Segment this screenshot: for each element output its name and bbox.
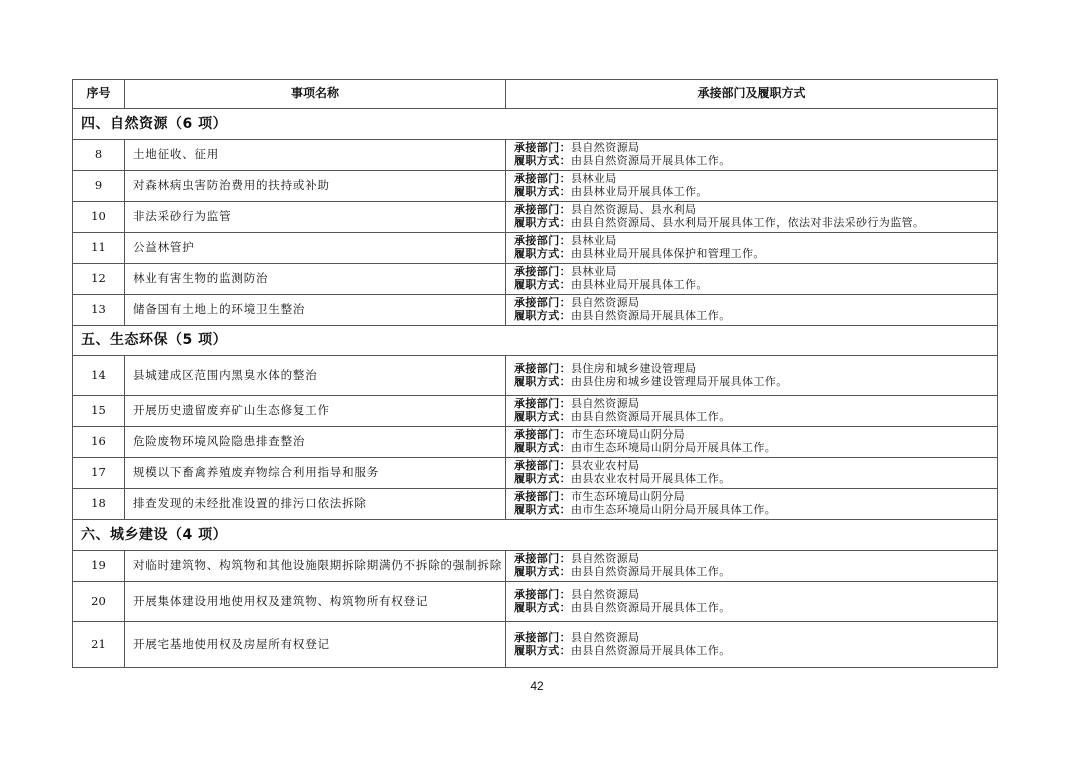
- method-value: 由县农业农村局开展具体工作。: [571, 472, 731, 485]
- item-name: 非法采砂行为监管: [125, 202, 506, 233]
- method-label: 履职方式：: [514, 154, 571, 167]
- item-number: 15: [73, 396, 125, 427]
- item-dept-cell: [506, 264, 998, 295]
- method-label: 履职方式：: [514, 600, 571, 614]
- dept-label: 承接部门：: [514, 234, 571, 248]
- dept-value: 县林业局: [571, 265, 617, 279]
- item-number: 14: [73, 356, 125, 396]
- method-value: 由县自然资源局开展具体工作。: [571, 643, 731, 657]
- dept-label: 承接部门：: [514, 296, 571, 310]
- method-value: 由县自然资源局开展具体工作。: [571, 600, 731, 614]
- section-row: [73, 326, 998, 356]
- method-label: 履职方式：: [514, 441, 571, 454]
- dept-label: 承接部门：: [514, 459, 571, 473]
- item-name: 土地征收、征用: [125, 140, 506, 171]
- method-value: 由市生态环境局山阴分局开展具体工作。: [571, 503, 777, 516]
- item-name: 危险废物环境风险隐患排查整治: [125, 427, 506, 458]
- item-name: 开展历史遗留废弃矿山生态修复工作: [125, 396, 506, 427]
- table-row: [73, 140, 998, 171]
- method-value: 由县自然资源局开展具体工作。: [571, 309, 731, 322]
- method-label: 履职方式：: [514, 247, 571, 260]
- method-label: 履职方式：: [514, 185, 571, 198]
- item-number: 21: [73, 622, 125, 668]
- dept-label: 承接部门：: [514, 587, 571, 601]
- method-value: 由市生态环境局山阴分局开展具体工作。: [571, 441, 777, 454]
- section-row: [73, 109, 998, 140]
- dept-label: 承接部门：: [514, 397, 571, 411]
- section-title: 五、生态环保（5 项）: [73, 326, 998, 356]
- dept-value: 县农业农村局: [571, 459, 640, 473]
- section-title: 四、自然资源（6 项）: [73, 109, 998, 140]
- dept-value: 县自然资源局: [571, 296, 640, 310]
- item-name: 规模以下畜禽养殖废弃物综合利用指导和服务: [125, 458, 506, 489]
- method-value: 由县林业局开展具体工作。: [571, 185, 708, 198]
- method-value: 由县自然资源局、县水利局开展具体工作，依法对非法采砂行为监管。: [571, 216, 925, 229]
- method-label: 履职方式：: [514, 410, 571, 423]
- dept-label: 承接部门：: [514, 490, 571, 504]
- section-title: 六、城乡建设（4 项）: [73, 520, 998, 551]
- item-name: 开展集体建设用地使用权及建筑物、构筑物所有权登记: [125, 582, 506, 622]
- method-value: 由县林业局开展具体保护和管理工作。: [571, 247, 765, 260]
- dept-value: 县自然资源局: [571, 397, 640, 411]
- item-dept-cell: [506, 233, 998, 264]
- table-row: [73, 427, 998, 458]
- item-number: 9: [73, 171, 125, 202]
- item-name: 对临时建筑物、构筑物和其他设施限期拆除期满仍不拆除的强制拆除: [125, 551, 506, 582]
- header-name: 事项名称: [125, 80, 506, 109]
- item-name: 储备国有土地上的环境卫生整治: [125, 295, 506, 326]
- method-value: 由县住房和城乡建设管理局开展具体工作。: [571, 374, 788, 388]
- method-label: 履职方式：: [514, 643, 571, 657]
- table-row: [73, 295, 998, 326]
- item-dept-cell: [506, 356, 998, 396]
- dept-label: 承接部门：: [514, 552, 571, 566]
- item-number: 19: [73, 551, 125, 582]
- header-row: [73, 80, 998, 109]
- table-row: [73, 202, 998, 233]
- item-number: 12: [73, 264, 125, 295]
- method-label: 履职方式：: [514, 472, 571, 485]
- method-value: 由县自然资源局开展具体工作。: [571, 565, 731, 578]
- table-body: [73, 109, 998, 668]
- dept-value: 县自然资源局: [571, 630, 640, 644]
- dept-value: 市生态环境局山阴分局: [571, 490, 685, 504]
- item-number: 13: [73, 295, 125, 326]
- item-dept-cell: [506, 458, 998, 489]
- item-dept-cell: [506, 295, 998, 326]
- item-dept-cell: [506, 622, 998, 668]
- item-dept-cell: [506, 582, 998, 622]
- section-row: [73, 520, 998, 551]
- dept-value: 县自然资源局: [571, 587, 640, 601]
- method-value: 由县自然资源局开展具体工作。: [571, 410, 731, 423]
- item-name: 排查发现的未经批准设置的排污口依法拆除: [125, 489, 506, 520]
- table-row: [73, 233, 998, 264]
- dept-label: 承接部门：: [514, 361, 571, 375]
- item-name: 开展宅基地使用权及房屋所有权登记: [125, 622, 506, 668]
- item-dept-cell: [506, 396, 998, 427]
- dept-value: 县林业局: [571, 172, 617, 186]
- method-label: 履职方式：: [514, 278, 571, 291]
- dept-value: 市生态环境局山阴分局: [571, 428, 685, 442]
- dept-label: 承接部门：: [514, 203, 571, 217]
- item-name: 公益林管护: [125, 233, 506, 264]
- item-number: 18: [73, 489, 125, 520]
- item-number: 16: [73, 427, 125, 458]
- header-num: 序号: [73, 80, 125, 109]
- item-name: 县城建成区范围内黑臭水体的整治: [125, 356, 506, 396]
- item-dept-cell: [506, 202, 998, 233]
- dept-label: 承接部门：: [514, 428, 571, 442]
- table-row: [73, 396, 998, 427]
- dept-value: 县自然资源局: [571, 552, 640, 566]
- method-label: 履职方式：: [514, 216, 571, 229]
- table-row: [73, 551, 998, 582]
- dept-label: 承接部门：: [514, 630, 571, 644]
- item-name: 对森林病虫害防治费用的扶持或补助: [125, 171, 506, 202]
- table-row: [73, 356, 998, 396]
- method-label: 履职方式：: [514, 374, 571, 388]
- dept-value: 县住房和城乡建设管理局: [571, 361, 697, 375]
- table-row: [73, 582, 998, 622]
- page-number: 42: [530, 679, 544, 693]
- item-number: 20: [73, 582, 125, 622]
- item-number: 8: [73, 140, 125, 171]
- table-row: [73, 458, 998, 489]
- dept-value: 县自然资源局: [571, 141, 640, 155]
- item-dept-cell: [506, 171, 998, 202]
- item-dept-cell: [506, 140, 998, 171]
- item-dept-cell: [506, 427, 998, 458]
- method-label: 履职方式：: [514, 565, 571, 578]
- table-row: [73, 264, 998, 295]
- header-dept: 承接部门及履职方式: [506, 80, 998, 109]
- item-dept-cell: [506, 551, 998, 582]
- dept-label: 承接部门：: [514, 172, 571, 186]
- item-number: 11: [73, 233, 125, 264]
- item-dept-cell: [506, 489, 998, 520]
- item-number: 10: [73, 202, 125, 233]
- dept-value: 县林业局: [571, 234, 617, 248]
- method-label: 履职方式：: [514, 309, 571, 322]
- method-value: 由县林业局开展具体工作。: [571, 278, 708, 291]
- item-name: 林业有害生物的监测防治: [125, 264, 506, 295]
- method-value: 由县自然资源局开展具体工作。: [571, 154, 731, 167]
- dept-label: 承接部门：: [514, 141, 571, 155]
- dept-label: 承接部门：: [514, 265, 571, 279]
- item-number: 17: [73, 458, 125, 489]
- table-row: [73, 489, 998, 520]
- table-row: [73, 171, 998, 202]
- dept-value: 县自然资源局、县水利局: [571, 203, 697, 217]
- duty-table: [72, 79, 998, 668]
- method-label: 履职方式：: [514, 503, 571, 516]
- table-row: [73, 622, 998, 668]
